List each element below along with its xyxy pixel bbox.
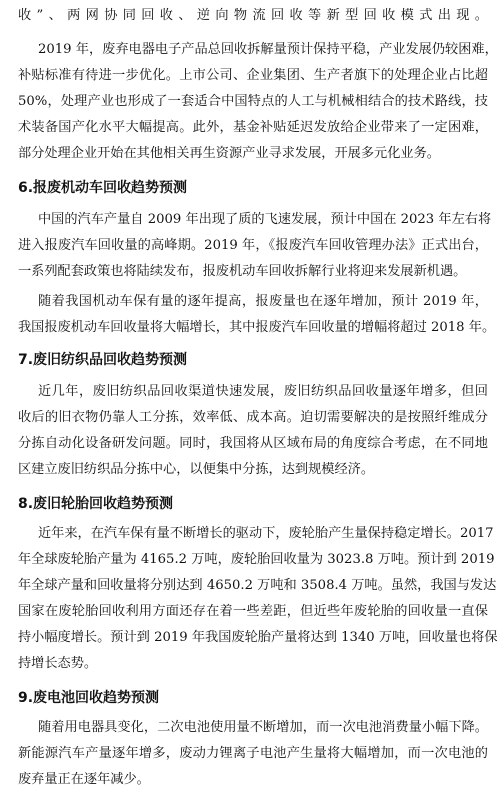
section-heading: 7.废旧纺织品回收趋势预测 <box>18 352 188 368</box>
paragraph-line: 术装备国产化水平大幅提高。此外，基金补贴延迟发放给企业带来了一定困难， <box>18 120 488 135</box>
paragraph-line: 近年来，在汽车保有量不断增长的驱动下，废轮胎产生量保持稳定增长。2017 <box>38 526 494 541</box>
paragraph-line: 随着我国机动车保有量的逐年提高，报废量也在逐年增加，预计 2019 年， <box>38 294 488 309</box>
paragraph-line: 分拣自动化设备研发问题。同时，我国将从区域布局的角度综合考虑，在不同地 <box>18 436 488 451</box>
paragraph-line: 年全球废轮胎产量为 4165.2 万吨，废轮胎回收量为 3023.8 万吨。预计到 2019 <box>18 552 495 567</box>
paragraph-line: 持小幅度增长。预计到 2019 年我国废轮胎产量将达到 1340 万吨，回收量也将保 <box>18 630 498 645</box>
paragraph-line: 进入报废汽车回收量的高峰期。2019 年，《报废汽车回收管理办法》正式出台， <box>18 238 488 253</box>
paragraph-line: 区建立废旧纺织品分拣中心，以便集中分拣，达到规模经济。 <box>18 462 375 477</box>
paragraph-line: 补贴标准有待进一步优化。上市公司、企业集团、生产者旗下的处理企业占比超 <box>18 68 488 83</box>
paragraph-line: 国家在废轮胎回收利用方面还存在着一些差距，但近些年废轮胎的回收量一直保 <box>18 604 488 619</box>
paragraph-line: 废弃量正在逐年减少。 <box>18 772 150 787</box>
paragraph-line: 部分处理企业开始在其他相关再生资源产业寻求发展，开展多元化业务。 <box>18 146 440 161</box>
paragraph-line: 随着用电器具变化，二次电池使用量不断增加，而一次电池消费量小幅下降。 <box>38 720 488 735</box>
paragraph-line: 我国报废机动车回收量将大幅增长，其中报废汽车回收量的增幅将超过 2018 年。 <box>18 320 496 335</box>
paragraph-line: 收后的旧衣物仍靠人工分拣，效率低、成本高。迫切需要解决的是按照纤维成分 <box>18 410 488 425</box>
paragraph-line: 新能源汽车产量逐年增多，废动力锂离子电池产生量将大幅增加，而一次电池的 <box>18 746 488 761</box>
paragraph-line: 持增长态势。 <box>18 656 98 671</box>
paragraph-line: 近几年，废旧纺织品回收渠道快速发展，废旧纺织品回收量逐年增多，但回 <box>38 384 488 399</box>
paragraph-line: 中国的汽车产量自 2009 年出现了质的飞速发展，预计中国在 2023 年左右将 <box>38 212 492 227</box>
paragraph-line: 2019 年，废弃电器电子产品总回收拆解量预计保持平稳，产业发展仍较困难， <box>38 42 498 57</box>
paragraph-line: 一系列配套政策也将陆续发布，报废机动车回收拆解行业将迎来发展新机遇。 <box>18 264 467 279</box>
section-heading: 6.报废机动车回收趋势预测 <box>18 180 188 196</box>
paragraph-line: 50%，处理产业也形成了一套适合中国特点的人工与机械相结合的技术路线，技 <box>18 94 488 109</box>
paragraph-line: 收”、两网协同回收、逆向物流回收等新型回收模式出现。 <box>18 8 488 23</box>
section-heading: 8.废旧轮胎回收趋势预测 <box>18 496 174 512</box>
section-heading: 9.废电池回收趋势预测 <box>18 690 160 706</box>
paragraph-line: 年全球产量和回收量将分别达到 4650.2 万吨和 3508.4 万吨。虽然，我国与发达 <box>18 578 497 593</box>
